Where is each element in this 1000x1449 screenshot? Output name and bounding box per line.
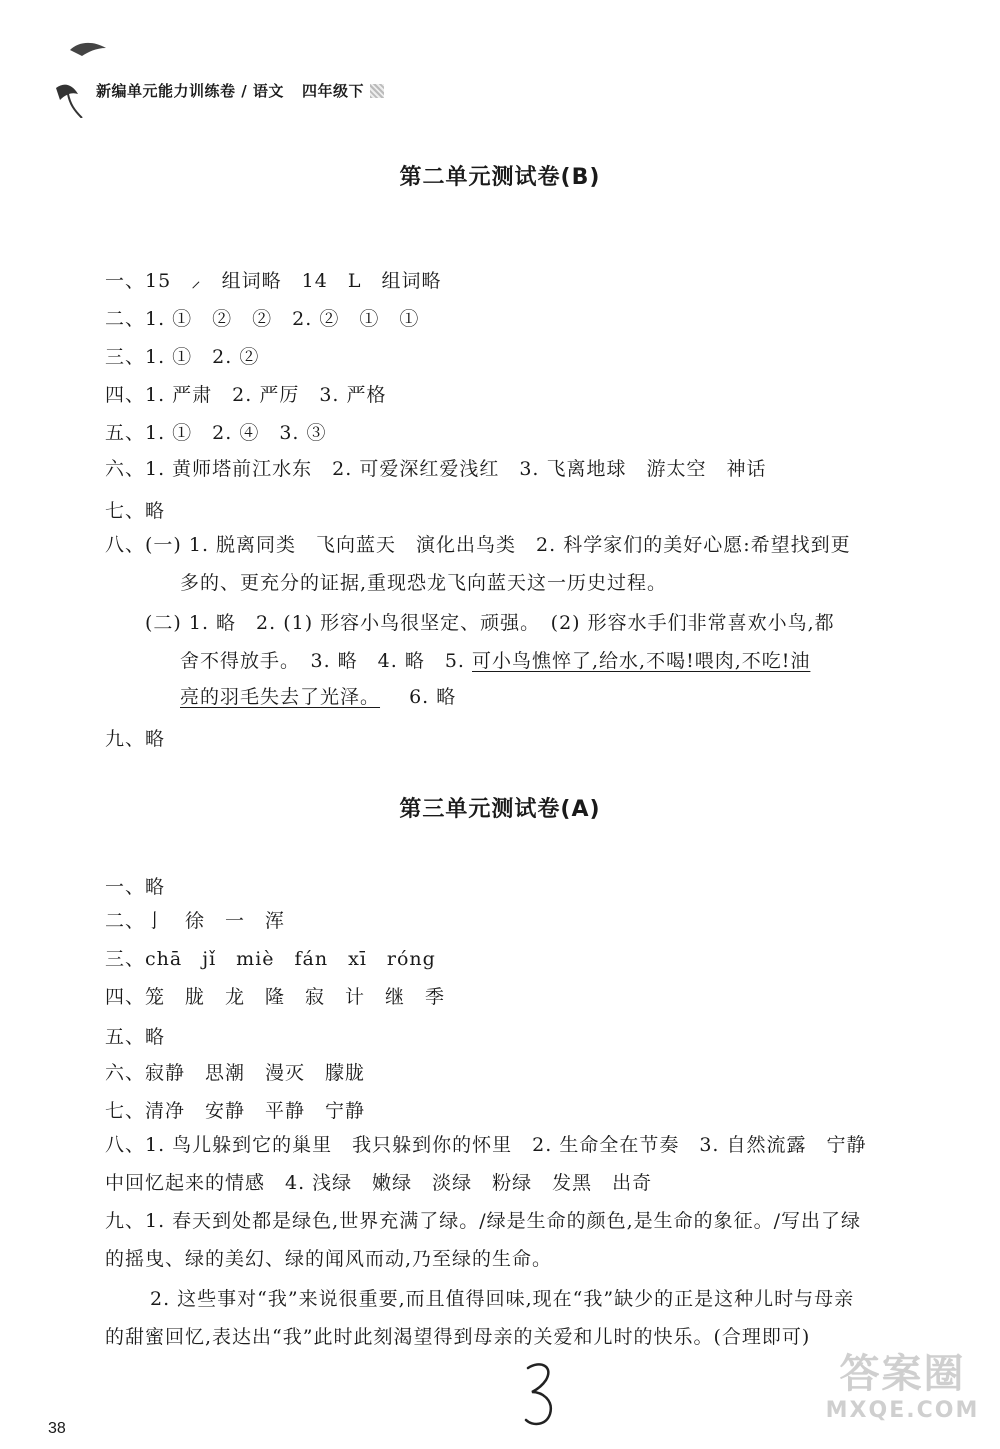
answer-line: 二、1. ① ② ② 2. ② ① ① (105, 308, 420, 330)
header-title (96, 80, 384, 101)
watermark (815, 1350, 990, 1440)
answer-text: 舍不得放手。 3. 略 4. 略 5. (180, 650, 465, 672)
answer-line: 四、1. 严肃 2. 严厉 3. 严格 (105, 384, 387, 406)
answer-line: 五、略 (105, 1026, 166, 1048)
answer-line: 六、寂静 思潮 漫灭 朦胧 (105, 1062, 366, 1084)
answer-line (180, 646, 810, 673)
answer-line: 2. 这些事对“我”来说很重要,而且值得回味,现在“我”缺少的正是这种儿时与母亲 (150, 1288, 855, 1310)
answer-text: 6. 略 (409, 686, 457, 708)
watermark-url: MXQE.COM (825, 1398, 980, 1423)
answer-line: 一、略 (105, 876, 166, 898)
underlined-answer: 可小鸟憔悴了,给水,不喝!喂肉,不吃!油 (472, 650, 811, 672)
series-title: 新编单元能力训练卷 / 语文 (96, 82, 284, 100)
watermark-logo: 答案圈 (839, 1351, 966, 1397)
answer-line (180, 682, 456, 709)
answer-line: 三、1. ① 2. ② (105, 346, 260, 368)
bird-logo-icon (48, 38, 118, 118)
answer-line: 的摇曳、绿的美幻、绿的闻风而动,乃至绿的生命。 (105, 1248, 553, 1270)
answer-line: 九、略 (105, 728, 166, 750)
answer-line: 九、1. 春天到处都是绿色,世界充满了绿。/绿是生命的颜色,是生命的象征。/写出了绿 (105, 1210, 862, 1232)
answer-line: 一、15 ⸝ 组词略 14 L 组词略 (105, 270, 442, 292)
grade-label: 四年级下 (301, 82, 364, 100)
answer-line: 七、略 (105, 500, 166, 522)
handwritten-mark-icon (520, 1360, 560, 1430)
answer-line: 四、笼 胧 龙 隆 寂 计 继 季 (105, 986, 446, 1008)
section-title-unit3-a: 第三单元测试卷(A) (399, 797, 601, 822)
answer-line: 的甜蜜回忆,表达出“我”此时此刻渴望得到母亲的关爱和儿时的快乐。(合理即可) (105, 1326, 811, 1348)
answer-line: 六、1. 黄师塔前江水东 2. 可爱深红爱浅红 3. 飞离地球 游太空 神话 (105, 458, 767, 480)
grade-mark-icon (370, 84, 384, 98)
section-title-unit2-b: 第二单元测试卷(B) (399, 165, 601, 190)
page-header (48, 38, 448, 118)
answer-line: 二、亅 徐 一 浑 (105, 910, 286, 932)
underlined-answer: 亮的羽毛失去了光泽。 (180, 686, 381, 708)
answer-line: 中回忆起来的情感 4. 浅绿 嫩绿 淡绿 粉绿 发黑 出奇 (105, 1172, 653, 1194)
answer-line: 八、(一) 1. 脱离同类 飞向蓝天 演化出鸟类 2. 科学家们的美好心愿:希望找到更 (105, 534, 851, 556)
page-number: 38 (48, 1420, 66, 1437)
answer-line: 五、1. ① 2. ④ 3. ③ (105, 422, 327, 444)
answer-line: 八、1. 鸟儿躲到它的巢里 我只躲到你的怀里 2. 生命全在节奏 3. 自然流露 宁静 (105, 1134, 867, 1156)
answer-line: 七、清净 安静 平静 宁静 (105, 1100, 366, 1122)
answer-line: 三、chā jǐ miè fán xī róng (105, 948, 436, 970)
answer-line: 多的、更充分的证据,重现恐龙飞向蓝天这一历史过程。 (180, 572, 668, 594)
answer-line: (二) 1. 略 2. (1) 形容小鸟很坚定、顽强。 (2) 形容水手们非常喜欢小鸟,都 (145, 612, 835, 634)
